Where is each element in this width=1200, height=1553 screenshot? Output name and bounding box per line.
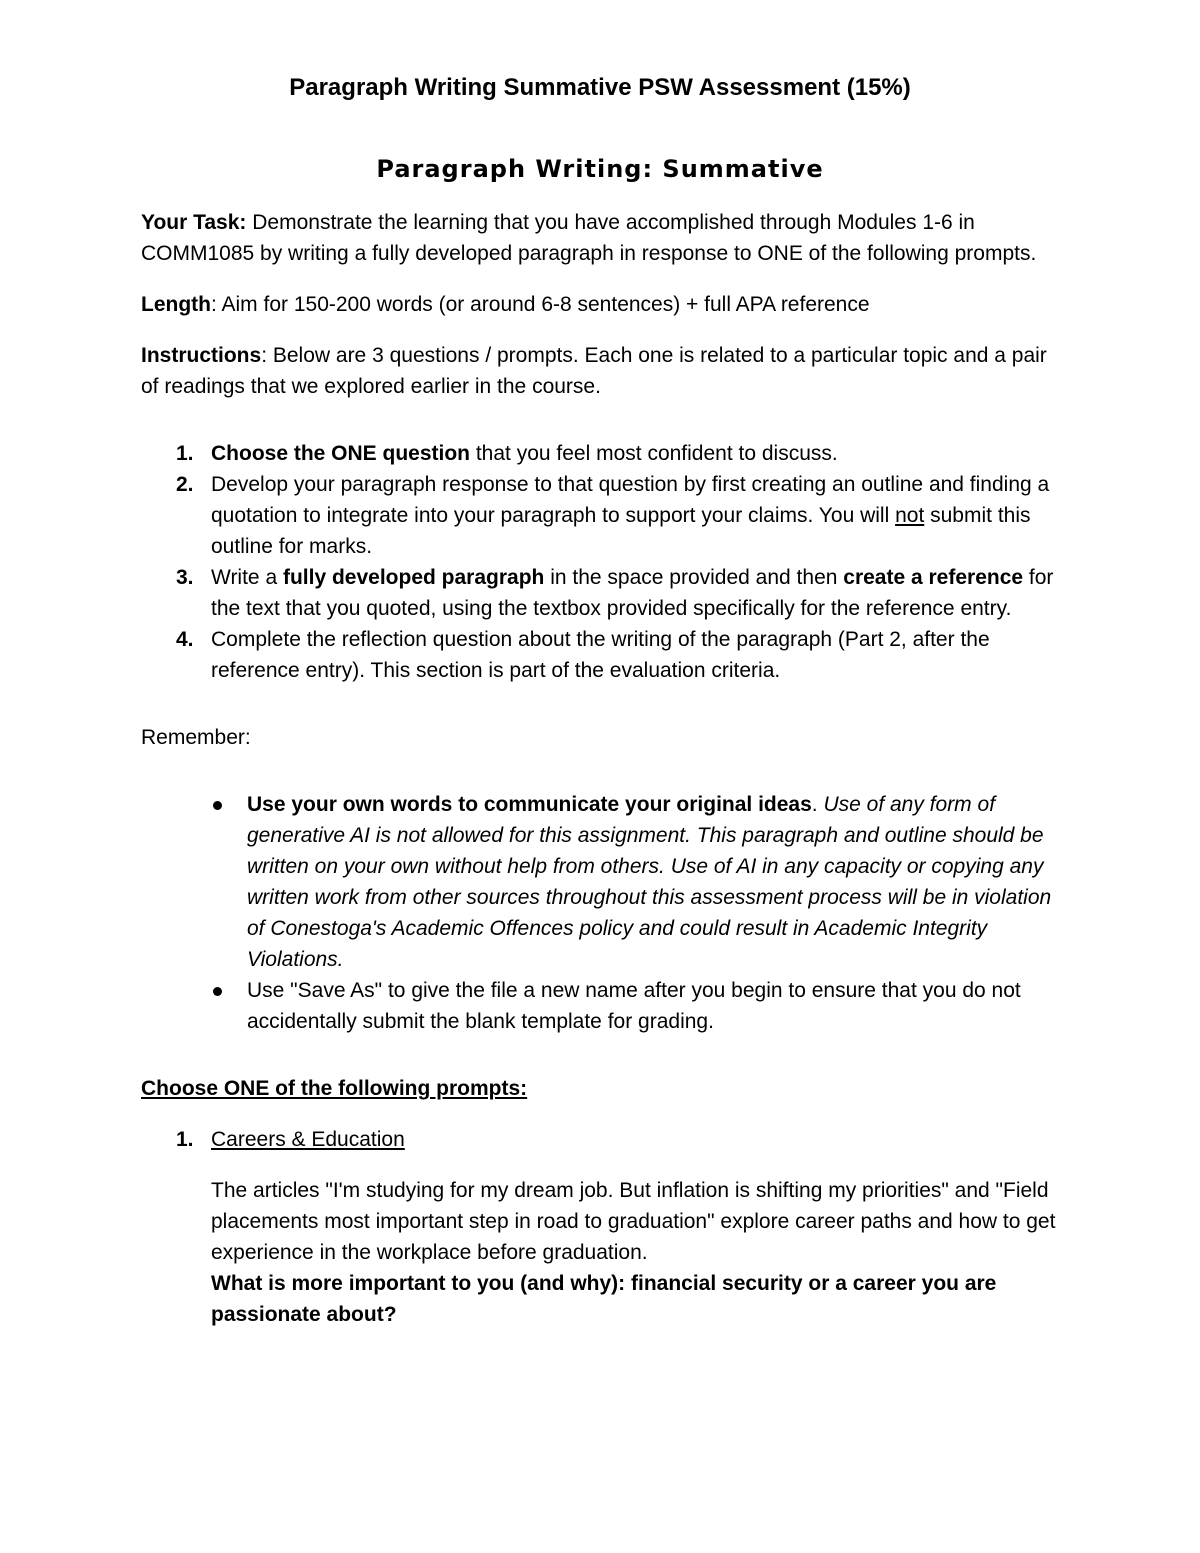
task-colon: :: [239, 211, 247, 234]
list-number: 4.: [176, 628, 194, 651]
bullet-icon: [213, 987, 222, 996]
list-item: [141, 438, 1061, 469]
document-subtitle: Paragraph Writing: Summative: [376, 155, 824, 183]
step-text: Complete the reflection question about the writing of the paragraph (Part 2, after the reference entry). This section is part of the evaluation criteria.: [211, 628, 990, 682]
instructions-label: Instructions: [141, 344, 262, 367]
length-label: Length: [141, 293, 211, 316]
list-number: 1.: [176, 1128, 194, 1151]
step-text: in the space provided and then: [544, 566, 844, 589]
prompts-heading: Choose ONE of the following prompts:: [141, 1077, 528, 1100]
step-bold: fully developed paragraph: [282, 566, 545, 589]
bullet-text: Use "Save As" to give the file a new name after you begin to ensure that you do not accidentally submit the blank template for grading.: [247, 979, 1021, 1033]
step-bold: create a reference: [843, 566, 1024, 589]
length-text: : Aim for 150-200 words (or around 6-8 sentences) + full APA reference: [210, 293, 870, 316]
step-bold: Choose the ONE question: [211, 442, 471, 465]
step-text: that you feel most confident to discuss.: [470, 442, 838, 465]
step-text: Develop your paragraph response to that question by first creating an outline and finding a quotation to integrate into your paragraph to support your claims. You will: [211, 473, 1050, 527]
task-paragraph: [141, 207, 1061, 269]
document-title: Paragraph Writing Summative PSW Assessment (15%): [289, 74, 911, 101]
list-item: [141, 789, 1061, 975]
list-item: [141, 624, 1061, 686]
list-item: [141, 469, 1061, 562]
prompt-question: [211, 1268, 1061, 1330]
step-text: Write a: [211, 566, 283, 589]
list-number: 1.: [176, 442, 194, 465]
list-item: [141, 1124, 1061, 1330]
task-label: Your Task: [141, 211, 240, 234]
list-item: [141, 975, 1061, 1037]
instructions-text: : Below are 3 questions / prompts. Each one is related to a particular topic and a pair of readings that we explored earlier in the course.: [141, 344, 1047, 398]
step-underline: not: [895, 504, 925, 527]
steps-list: [141, 438, 1061, 686]
remember-list: [141, 789, 1061, 1037]
bullet-bold: Use your own words to communicate your original ideas: [247, 793, 812, 816]
list-number: 3.: [176, 566, 194, 589]
bullet-italic: Use of any form of generative AI is not allowed for this assignment. This paragraph and outline should be written on your own without help from others. Use of AI in any capacity or copying any written work from other sources throughout this assessment process will be in violation of Conestoga's Academic Offences policy and could result in Academic Integrity Violations.: [247, 793, 1052, 971]
prompt-title: Careers & Education: [211, 1128, 405, 1151]
step-text: for the text that you quoted, using the textbox provided specifically for the reference entry.: [211, 566, 1054, 620]
prompts-list: [141, 1124, 1061, 1330]
document-body: [141, 207, 1061, 1330]
list-item: [141, 562, 1061, 624]
remember-label: Remember:: [141, 726, 251, 749]
instructions-paragraph: [141, 340, 1061, 402]
step-text: submit this outline for marks.: [211, 504, 1031, 558]
task-text: Demonstrate the learning that you have accomplished through Modules 1-6 in COMM1085 by writing a fully developed paragraph in response to ONE of the following prompts.: [141, 211, 1037, 265]
list-number: 2.: [176, 473, 194, 496]
prompt-question-text: What is more important to you (and why): financial security or a career you are passionate about?: [211, 1272, 997, 1326]
length-paragraph: [141, 289, 1061, 320]
bullet-period: .: [811, 793, 818, 816]
bullet-icon: [213, 801, 222, 810]
prompt-text: The articles "I'm studying for my dream job. But inflation is shifting my priorities" and "Field placements most important step in road to graduation" explore career paths and how to get experience in the workplace before graduation.: [211, 1179, 1056, 1264]
